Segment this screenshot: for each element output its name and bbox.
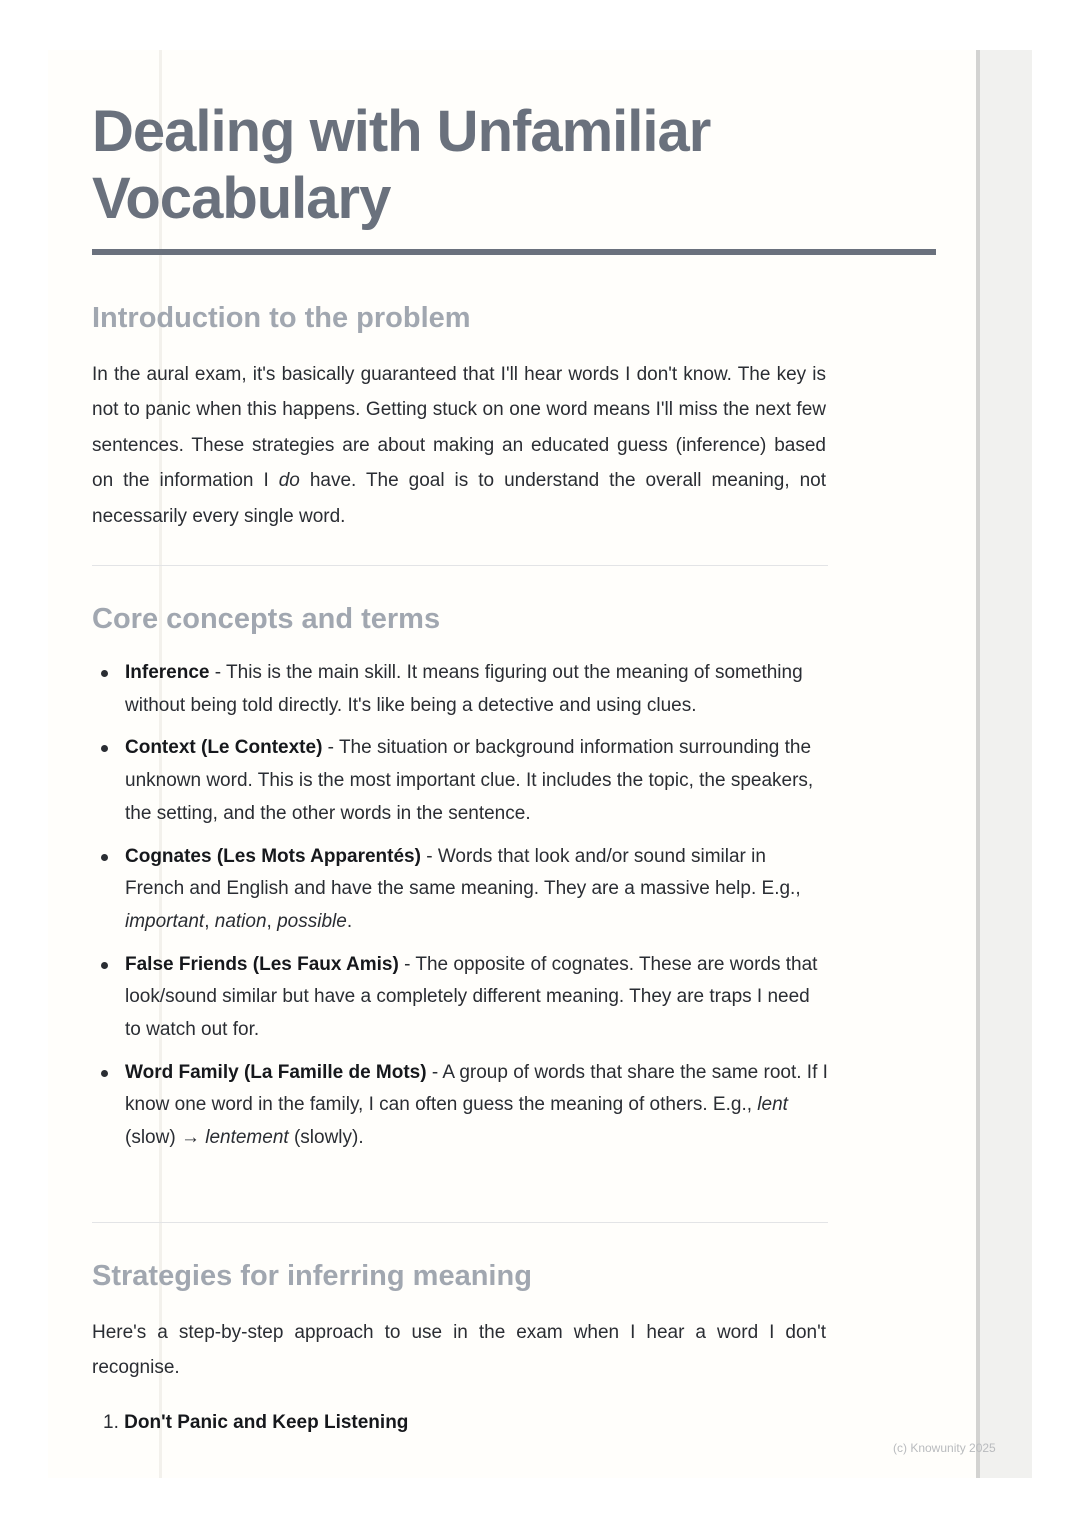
intro-text-part1: In the aural exam, it's basically guaranteed that I'll hear words I don't know. The key is not to panic when this happens. Getting stuck on one word means I'll miss the next few sentences. These strategies are about making an educated guess (inference) based on the information I: [92, 364, 826, 492]
intro-text-part2: have. The goal is to understand the overall meaning, not necessarily every single word.: [92, 470, 826, 527]
term-label: Inference: [125, 662, 210, 683]
list-item-context: [92, 732, 828, 830]
list-item-inference: [92, 657, 828, 722]
separator: ,: [266, 910, 278, 932]
example-word: lentement: [205, 1127, 289, 1149]
example-gloss: (slowly).: [288, 1127, 364, 1149]
term-definition: - The situation or background information surrounding the unknown word. This is the most important clue. It includes the topic, the speakers, the setting, and the other words in the sentence.: [125, 737, 814, 824]
step-title: Don't Panic and Keep Listening: [124, 1412, 409, 1433]
bullet-icon: [101, 854, 108, 861]
term-label: Context (Le Contexte): [125, 737, 323, 759]
bullet-icon: [101, 1070, 108, 1077]
list-item-false-friends: [92, 949, 828, 1047]
strategies-intro: Here's a step-by-step approach to use in the exam when I hear a word I don't recognise.: [92, 1322, 826, 1379]
bullet-icon: [101, 745, 108, 752]
title-divider: [92, 249, 936, 255]
list-item-word-family: [92, 1057, 828, 1155]
example-word: important: [125, 910, 205, 932]
page-title: Dealing with Unfamiliar Vocabulary: [92, 99, 711, 231]
example-word: possible: [277, 910, 347, 932]
term-label: Cognates (Les Mots Apparentés): [125, 845, 421, 867]
term-definition: - Words that look and/or sound similar in French and English and have the same meaning. They are a massive help. E.g.,: [125, 845, 801, 900]
step-item: [92, 1407, 408, 1439]
side-strip: [976, 50, 1032, 1478]
step-number: 1.: [103, 1412, 119, 1433]
copyright-footer: (c) Knowunity 2025: [893, 1441, 996, 1455]
bullet-icon: [101, 670, 108, 677]
strategies-heading: Strategies for inferring meaning: [92, 1260, 532, 1292]
separator: ,: [204, 910, 215, 932]
intro-emphasis: do: [278, 470, 300, 492]
term-definition: - The opposite of cognates. These are words that look/sound similar but have a completely different meaning. They are traps I need to watch out for.: [125, 953, 818, 1041]
term-label: False Friends (Les Faux Amis): [125, 953, 399, 975]
concepts-list: [92, 657, 828, 1165]
term-label: Word Family (La Famille de Mots): [125, 1061, 427, 1083]
intro-heading: Introduction to the problem: [92, 302, 471, 334]
list-item-cognates: [92, 841, 828, 939]
intro-paragraph: [92, 357, 826, 534]
bullet-icon: [101, 962, 108, 969]
term-definition: - A group of words that share the same root. If I know one word in the family, I can often guess the meaning of others. E.g.,: [125, 1061, 828, 1116]
example-word: lent: [757, 1094, 788, 1116]
example-gloss: (slow) →: [125, 1127, 206, 1149]
sentence-end: .: [346, 910, 353, 932]
section-divider: [92, 1222, 828, 1223]
section-divider: [92, 565, 828, 566]
strategies-steps: [92, 1407, 408, 1439]
term-definition: - This is the main skill. It means figuring out the meaning of something without being told directly. It's like being a detective and using clues.: [125, 662, 803, 716]
document-page: [48, 50, 976, 1478]
example-word: nation: [214, 910, 267, 932]
concepts-heading: Core concepts and terms: [92, 603, 441, 635]
